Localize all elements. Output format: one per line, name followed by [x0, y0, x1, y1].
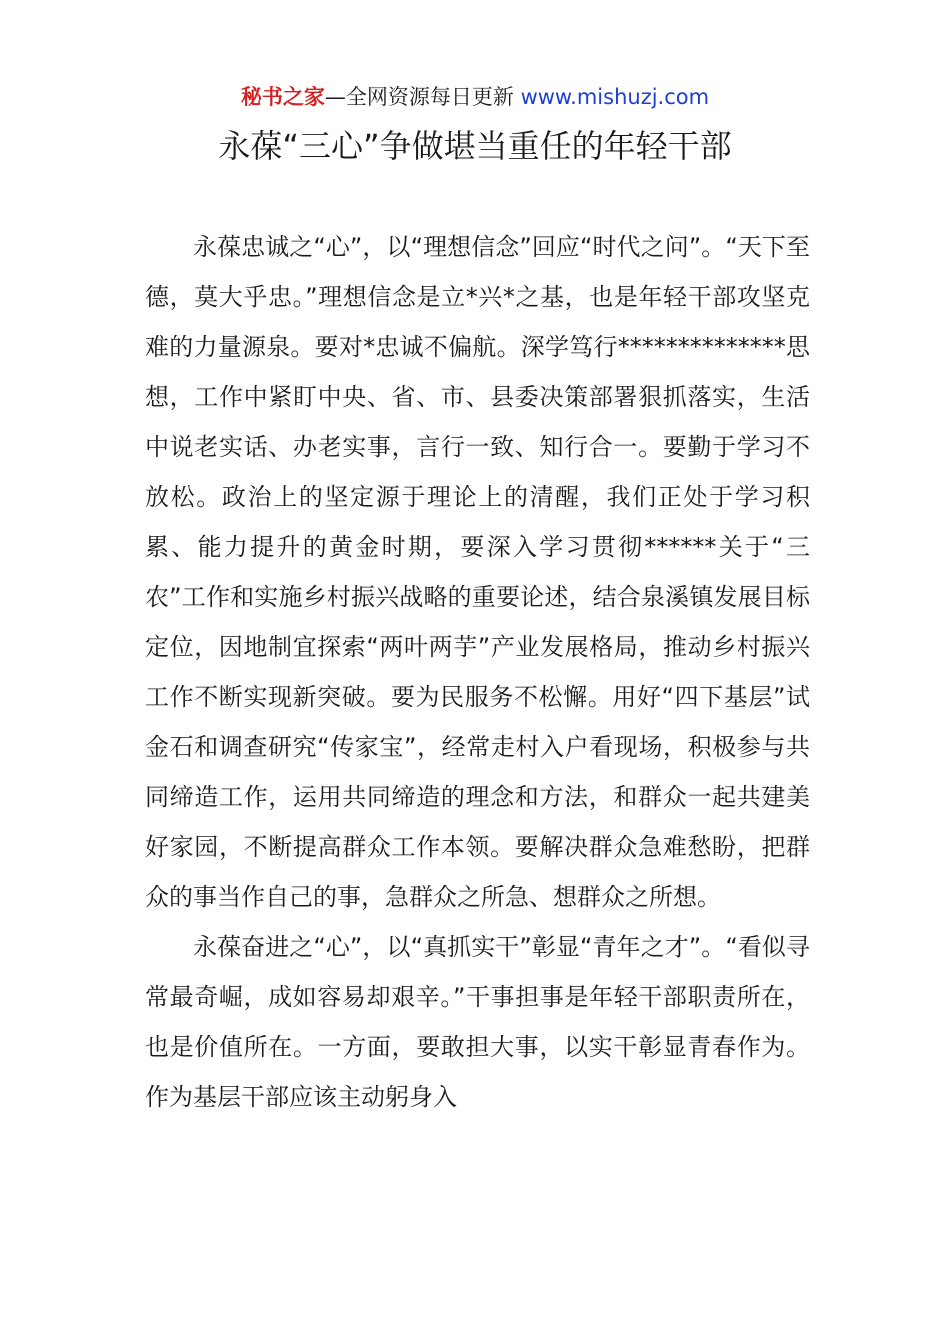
site-url-link[interactable]: www.mishuzj.com [520, 85, 710, 109]
document-title: 永葆“三心”争做堪当重任的年轻干部 [218, 127, 732, 165]
paragraph-striving: 永葆奋进之“心”，以“真抓实干”彰显“青年之才”。“看似寻常最奇崛，成如容易却艰辛。”干事担事是年轻干部职责所在，也是价值所在。一方面，要敢担大事，以实干彰显青春作为。作为基层干部应该主动躬身入 [145, 933, 810, 1111]
site-header [0, 82, 950, 112]
site-brand: 秘书之家 [240, 85, 325, 109]
document-body [145, 222, 810, 1122]
paragraph-loyalty: 永葆忠诚之“心”，以“理想信念”回应“时代之问”。“天下至德，莫大乎忠。”理想信念是立*兴*之基，也是年轻干部攻坚克难的力量源泉。要对*忠诚不偏航。深学笃行**************思想，工作中紧盯中央、省、市、县委决策部署狠抓落实，生活中说老实话、办老实事，言行一致、知行合一。要勤于学习不放松。政治上的坚定源于理论上的清醒，我们正处于学习积累、能力提升的黄金时期，要深入学习贯彻******关于“三农”工作和实施乡村振兴战略的重要论述，结合泉溪镇发展目标定位，因地制宜探索“两叶两芋”产业发展格局，推动乡村振兴工作不断实现新突破。要为民服务不松懈。用好“四下基层”试金石和调查研究“传家宝”，经常走村入户看现场，积极参与共同缔造工作，运用共同缔造的理念和方法，和群众一起共建美好家园，不断提高群众工作本领。要解决群众急难愁盼，把群众的事当作自己的事，急群众之所急、想群众之所想。 [145, 233, 810, 911]
site-tagline: —全网资源每日更新 [324, 85, 521, 109]
